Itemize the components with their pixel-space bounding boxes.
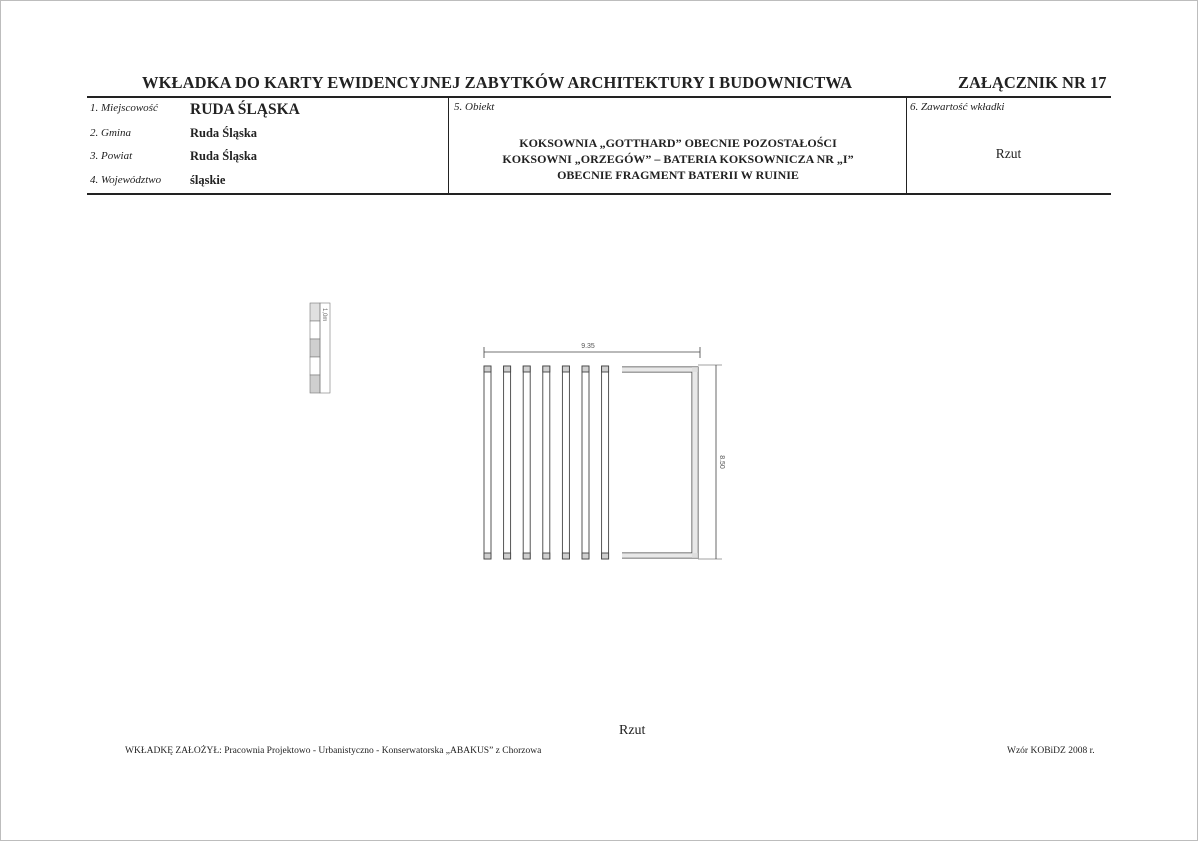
chamber-wall-top-cap [484,366,491,372]
chamber-wall-outline [582,366,589,559]
chamber-wall [523,366,530,559]
locality-value: RUDA ŚLĄSKA [190,101,300,118]
drawing-caption: Rzut [619,723,646,738]
chamber-wall-top-cap [543,366,550,372]
object-line-3: OBECNIE FRAGMENT BATERII W RUINIE [557,168,799,182]
chamber-wall-bottom-cap [484,553,491,559]
width-dimension-label: 9.35 [581,343,595,350]
chamber-walls [484,366,609,559]
content-label: 6. Zawartość wkładki [910,101,1005,113]
template-footer: Wzór KOBiDZ 2008 r. [1007,746,1095,756]
chamber-wall-outline [543,366,550,559]
wall-fragment-hatch-right [692,367,698,558]
chamber-wall-top-cap [504,366,511,372]
chamber-wall [562,366,569,559]
commune-label: 2. Gmina [90,127,131,139]
chamber-wall-bottom-cap [582,553,589,559]
locality-label: 1. Miejscowość [90,102,158,114]
chamber-wall-outline [523,366,530,559]
chamber-wall [582,366,589,559]
height-dimension-label: 8.50 [718,455,725,469]
scale-segment-4 [310,357,320,375]
object-label: 5. Obiekt [454,101,495,113]
chamber-wall [543,366,550,559]
chamber-wall-outline [504,366,511,559]
author-footer: WKŁADKĘ ZAŁOŻYŁ: Pracownia Projektowo - Urbanistyczno - Konserwatorska „ABAKUS” z Chorzowa [125,746,542,756]
chamber-wall-top-cap [523,366,530,372]
commune-value: Ruda Śląska [190,126,258,140]
district-label: 3. Powiat [90,150,133,162]
content-value: Rzut [995,146,1022,161]
chamber-wall-outline [562,366,569,559]
floor-plan-drawing [476,338,736,568]
voivodeship-value: śląskie [190,173,226,187]
header-top-rule [87,96,1111,98]
header-bottom-rule [87,193,1111,195]
object-line-2: KOKSOWNI „ORZEGÓW” – BATERIA KOKSOWNICZA NR „I” [502,152,854,166]
chamber-wall-bottom-cap [562,553,569,559]
object-description [451,135,905,183]
chamber-wall-bottom-cap [504,553,511,559]
wall-fragment-inner [622,372,692,553]
wall-fragment-hatch-bottom [622,553,698,558]
chamber-wall-outline [602,366,609,559]
chamber-wall [602,366,609,559]
chamber-wall [484,366,491,559]
district-value: Ruda Śląska [190,149,258,163]
chamber-wall [504,366,511,559]
chamber-wall-outline [484,366,491,559]
chamber-wall-bottom-cap [602,553,609,559]
wall-fragment-outer [622,367,698,558]
object-line-1: KOKSOWNIA „GOTTHARD” OBECNIE POZOSTAŁOŚCI [519,136,837,150]
scale-segment-3 [310,339,320,357]
scale-bar [309,302,333,396]
chamber-wall-bottom-cap [543,553,550,559]
scale-segment-2 [310,321,320,339]
wall-fragment-hatch-top [622,367,698,372]
voivodeship-label: 4. Województwo [90,174,162,186]
chamber-wall-top-cap [582,366,589,372]
column-divider-1 [448,97,449,194]
scale-segment-5 [310,375,320,393]
chamber-wall-top-cap [562,366,569,372]
scale-segment-1 [310,303,320,321]
chamber-wall-bottom-cap [523,553,530,559]
scale-label: 1,0m [321,308,327,322]
document-title: WKŁADKA DO KARTY EWIDENCYJNEJ ZABYTKÓW ARCHITEKTURY I BUDOWNICTWA [142,73,853,92]
chamber-wall-top-cap [602,366,609,372]
annex-number: ZAŁĄCZNIK NR 17 [958,73,1107,92]
